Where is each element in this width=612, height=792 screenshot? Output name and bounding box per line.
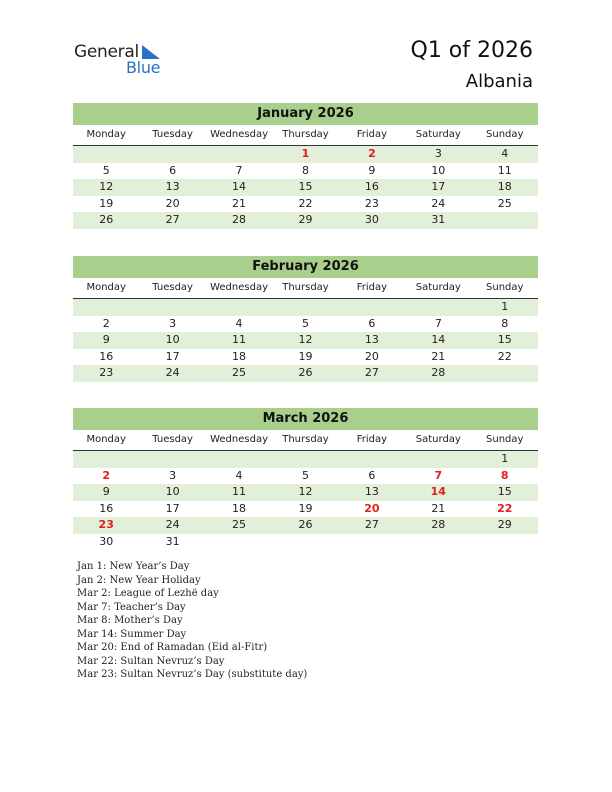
date-cell: 28 — [431, 366, 446, 379]
date-cell — [405, 534, 471, 551]
week-row — [73, 299, 538, 316]
date-cell: 11 — [497, 163, 512, 177]
date-cell: 17 — [165, 501, 180, 515]
holiday-entry: Mar 8: Mother’s Day — [77, 615, 183, 626]
month-title: January 2026 — [73, 103, 538, 125]
date-cell: 21 — [232, 196, 247, 210]
date-cell: 9 — [102, 333, 110, 346]
date-cell: 12 — [298, 333, 313, 346]
date-cell — [206, 534, 272, 551]
date-cell: 15 — [497, 485, 512, 498]
date-cell: 7 — [235, 163, 243, 177]
date-cell: 2 — [102, 316, 110, 330]
weekday-label: Saturday — [415, 282, 461, 293]
date-cell: 14 — [232, 180, 247, 193]
date-cell — [73, 299, 139, 316]
date-cell: 22 — [298, 196, 313, 210]
month-calendar — [73, 408, 538, 550]
holiday-entry: Jan 2: New Year Holiday — [77, 574, 201, 586]
logo-text-blue: Blue — [126, 58, 161, 77]
date-cell: 15 — [298, 180, 313, 193]
date-cell — [73, 146, 139, 163]
date-cell: 27 — [364, 518, 379, 531]
date-cell — [139, 146, 205, 163]
weekday-label: Wednesday — [210, 129, 268, 140]
date-cell: 26 — [298, 366, 313, 379]
week-row — [73, 451, 538, 468]
holiday-entry: Mar 2: League of Lezhë day — [77, 588, 219, 599]
holiday-date-cell: 20 — [364, 501, 380, 515]
date-cell: 9 — [102, 485, 110, 498]
date-cell: 1 — [501, 452, 509, 465]
date-cell: 11 — [232, 485, 247, 498]
holiday-date-cell: 22 — [497, 501, 513, 515]
date-cell — [472, 534, 538, 551]
weekday-label: Thursday — [282, 282, 329, 293]
date-cell: 11 — [232, 333, 247, 346]
week-row — [73, 501, 538, 518]
date-cell: 31 — [431, 213, 446, 226]
page-title: Q1 of 2026 — [410, 38, 533, 63]
date-cell: 14 — [431, 333, 446, 346]
week-row — [73, 468, 538, 485]
date-cell: 20 — [165, 196, 180, 210]
weekday-label: Tuesday — [152, 129, 193, 140]
date-cell: 26 — [99, 213, 114, 226]
date-cell: 13 — [364, 485, 379, 498]
date-cell: 10 — [165, 333, 180, 346]
date-cell: 6 — [368, 468, 376, 482]
date-cell: 1 — [501, 300, 509, 313]
date-cell: 13 — [165, 180, 180, 193]
weekday-label: Friday — [356, 282, 388, 293]
date-cell: 28 — [431, 518, 446, 531]
date-cell: 16 — [364, 180, 379, 193]
date-cell — [73, 451, 139, 468]
weekday-header-row — [73, 125, 538, 146]
date-cell: 4 — [235, 468, 243, 482]
date-cell: 17 — [165, 349, 180, 363]
weekday-label: Friday — [356, 434, 388, 445]
month-title: March 2026 — [73, 408, 538, 430]
date-cell: 25 — [232, 366, 247, 379]
date-cell — [405, 451, 471, 468]
holiday-entry: Mar 14: Summer Day — [77, 628, 187, 640]
weekday-label: Monday — [86, 129, 126, 140]
weekday-label: Wednesday — [210, 434, 268, 445]
date-cell: 23 — [99, 366, 114, 379]
week-row — [73, 179, 538, 196]
weekday-label: Friday — [356, 129, 388, 140]
holiday-entry: Mar 7: Teacher’s Day — [77, 601, 186, 613]
date-cell: 6 — [169, 163, 177, 177]
holiday-entry: Jan 1: New Year’s Day — [77, 561, 190, 572]
holiday-entry: Mar 22: Sultan Nevruz’s Day — [77, 655, 225, 667]
weekday-label: Monday — [86, 282, 126, 293]
week-row — [73, 534, 538, 551]
date-cell: 8 — [501, 316, 509, 330]
date-cell — [139, 299, 205, 316]
date-cell — [339, 451, 405, 468]
date-cell: 7 — [434, 316, 442, 330]
date-cell: 21 — [431, 501, 446, 515]
weekday-header-row — [73, 278, 538, 299]
date-cell — [272, 299, 338, 316]
week-row — [73, 163, 538, 180]
week-row — [73, 212, 538, 229]
date-cell: 15 — [497, 333, 512, 346]
week-row — [73, 146, 538, 163]
date-cell: 29 — [298, 213, 313, 226]
weekday-label: Tuesday — [152, 282, 193, 293]
date-cell — [339, 534, 405, 551]
weekday-label: Thursday — [282, 129, 329, 140]
holiday-date-cell: 8 — [500, 468, 509, 482]
date-cell: 28 — [232, 213, 247, 226]
date-cell: 20 — [364, 349, 379, 363]
date-cell: 5 — [301, 316, 309, 330]
date-cell — [139, 451, 205, 468]
date-cell: 4 — [235, 316, 243, 330]
date-cell: 30 — [364, 213, 379, 226]
date-cell: 10 — [165, 485, 180, 498]
date-cell: 18 — [497, 180, 512, 193]
holiday-entry: Mar 23: Sultan Nevruz’s Day (substitute day) — [77, 669, 308, 680]
logo-text-general: General — [74, 42, 139, 62]
date-cell: 16 — [99, 349, 114, 363]
date-cell — [272, 534, 338, 551]
date-cell — [206, 146, 272, 163]
date-cell — [206, 451, 272, 468]
holiday-date-cell: 1 — [301, 147, 310, 160]
date-cell: 12 — [99, 180, 114, 193]
date-cell — [272, 451, 338, 468]
generalblue-logo — [74, 42, 184, 78]
date-cell: 29 — [497, 518, 512, 531]
date-cell — [405, 299, 471, 316]
date-cell: 30 — [99, 534, 114, 548]
holiday-entry: Mar 20: End of Ramadan (Eid al-Fitr) — [77, 642, 268, 653]
date-cell: 23 — [364, 196, 379, 210]
month-title: February 2026 — [73, 256, 538, 278]
holiday-list — [77, 560, 307, 682]
week-row — [73, 332, 538, 349]
date-cell — [206, 299, 272, 316]
date-cell: 31 — [165, 534, 180, 548]
month-calendar — [73, 103, 538, 229]
holiday-date-cell: 2 — [102, 468, 111, 482]
date-cell: 26 — [298, 518, 313, 531]
date-cell — [339, 299, 405, 316]
date-cell: 8 — [301, 163, 309, 177]
weekday-label: Wednesday — [210, 282, 268, 293]
date-cell: 3 — [169, 468, 177, 482]
weekday-header-row — [73, 430, 538, 451]
holiday-date-cell: 14 — [430, 485, 446, 498]
weekday-label: Sunday — [486, 129, 524, 140]
weekday-label: Sunday — [486, 282, 524, 293]
date-cell: 24 — [165, 518, 180, 531]
week-row — [73, 365, 538, 382]
date-cell: 21 — [431, 349, 446, 363]
holiday-date-cell: 7 — [434, 468, 443, 482]
week-row — [73, 484, 538, 501]
date-cell: 18 — [232, 349, 247, 363]
weekday-label: Tuesday — [152, 434, 193, 445]
date-cell: 27 — [165, 213, 180, 226]
date-cell: 19 — [298, 349, 313, 363]
date-cell: 5 — [301, 468, 309, 482]
weekday-label: Thursday — [282, 434, 329, 445]
date-cell: 5 — [102, 163, 110, 177]
date-cell: 17 — [431, 180, 446, 193]
date-cell: 10 — [431, 163, 446, 177]
date-cell: 9 — [368, 163, 376, 177]
month-calendar — [73, 256, 538, 382]
holiday-date-cell: 2 — [368, 147, 376, 160]
week-row — [73, 196, 538, 213]
date-cell: 6 — [368, 316, 376, 330]
weekday-label: Saturday — [415, 129, 461, 140]
date-cell: 27 — [364, 366, 379, 379]
date-cell: 16 — [99, 501, 114, 515]
country-name: Albania — [465, 71, 533, 92]
date-cell: 3 — [169, 316, 177, 330]
date-cell: 24 — [165, 366, 180, 379]
date-cell: 25 — [232, 518, 247, 531]
weekday-label: Monday — [86, 434, 126, 445]
date-cell: 19 — [298, 501, 313, 515]
date-cell: 19 — [99, 196, 114, 210]
holiday-date-cell: 23 — [98, 518, 114, 531]
date-cell: 3 — [434, 147, 442, 160]
date-cell — [472, 212, 538, 229]
date-cell: 13 — [364, 333, 379, 346]
date-cell: 24 — [431, 196, 446, 210]
week-row — [73, 316, 538, 333]
date-cell: 18 — [232, 501, 247, 515]
weekday-label: Saturday — [415, 434, 461, 445]
week-row — [73, 517, 538, 534]
date-cell: 25 — [497, 196, 512, 210]
date-cell: 22 — [497, 349, 512, 363]
date-cell: 12 — [298, 485, 313, 498]
weekday-label: Sunday — [486, 434, 524, 445]
date-cell — [472, 365, 538, 382]
date-cell: 4 — [501, 147, 509, 160]
week-row — [73, 349, 538, 366]
